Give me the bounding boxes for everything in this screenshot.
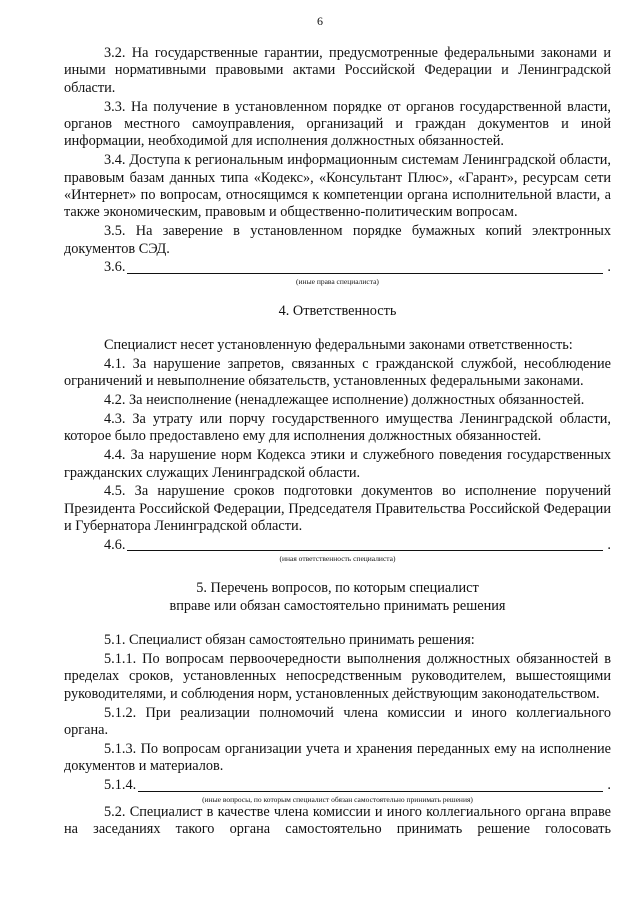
paragraph: 4.4. За нарушение норм Кодекса этики и служебного поведения государственных гражданских служащих Ленинградской области. bbox=[64, 447, 611, 481]
paragraph: 4.3. За утрату или порчу государственного имущества Ленинградской области, которое было предоставлено ему для исполнения должностных обязанностей. bbox=[64, 411, 611, 445]
paragraph: Специалист несет установленную федеральными законами ответственность: bbox=[104, 337, 573, 354]
spacer bbox=[64, 615, 611, 632]
paragraph: 3.2. На государственные гарантии, предусмотренные федеральными законами и иными нормативными правовыми актами Российской Федерации и Ленинградской области. bbox=[64, 45, 611, 96]
line-end-period: . bbox=[607, 259, 611, 276]
fill-in-caption: (иные права специалиста) bbox=[296, 276, 379, 286]
fill-in-caption: (иная ответственность специалиста) bbox=[279, 554, 396, 564]
section-heading: 4. Ответственность bbox=[278, 302, 397, 319]
paragraph: 4.2. За неисполнение (ненадлежащее исполнение) должностных обязанностей. bbox=[104, 392, 585, 409]
section-heading: вправе или обязан самостоятельно принимать решения bbox=[169, 597, 506, 614]
paragraph: 5.1.1. По вопросам первоочередности выполнения должностных обязанностей в пределах сроков, установленных непосредственным руководителем, вышестоящими руководителями, и соблюдения норм, установленных действующим законодательством. bbox=[64, 651, 611, 702]
paragraph: 3.5. На заверение в установленном порядке бумажных копий электронных документов СЭД. bbox=[64, 223, 611, 257]
paragraph: 3.3. На получение в установленном порядке от органов государственной власти, органов местного самоуправления, организаций и граждан документов и иной информации, необходимой для исполнения должностных обязанностей. bbox=[64, 98, 611, 150]
spacer bbox=[64, 320, 611, 337]
item-number: 3.6. bbox=[104, 259, 126, 276]
item-number: 5.1.4. bbox=[104, 777, 137, 794]
paragraph: 4.1. За нарушение запретов, связанных с гражданской службой, несоблюдение ограничений и невыполнение обязательств, установленных федеральными законами. bbox=[64, 356, 611, 390]
paragraph: 5.1. Специалист обязан самостоятельно принимать решения: bbox=[104, 632, 475, 649]
paragraph: 5.1.3. По вопросам организации учета и хранения переданных ему на исполнение документов и материалов. bbox=[64, 740, 611, 775]
fill-in-line bbox=[64, 537, 611, 554]
paragraph: 5.2. Специалист в качестве члена комиссии и иного коллегиального органа вправе на заседаниях такого органа самостоятельно принимать решение голосовать bbox=[64, 803, 611, 837]
spacer bbox=[64, 286, 611, 303]
document-body bbox=[64, 45, 611, 840]
item-number: 4.6. bbox=[104, 537, 126, 554]
section-heading: 5. Перечень вопросов, по которым специалист bbox=[196, 580, 479, 597]
blank-underline bbox=[127, 537, 603, 551]
blank-underline bbox=[138, 778, 603, 792]
fill-in-line bbox=[64, 259, 611, 276]
paragraph: 5.1.2. При реализации полномочий члена комиссии и иного коллегиального органа. bbox=[64, 704, 611, 739]
fill-in-line bbox=[64, 777, 611, 794]
paragraph: 4.5. За нарушение сроков подготовки документов во исполнение поручений Президента Российской Федерации, Председателя Правительства Российской Федерации и Губернатора Ленинградской области. bbox=[64, 483, 611, 535]
page-number: 6 bbox=[317, 14, 323, 28]
line-end-period: . bbox=[607, 777, 611, 794]
paragraph: 3.4. Доступа к региональным информационным системам Ленинградской области, правовым базам данных типа «Кодекс», «Консультант Плюс», «Гарант», ресурсам сети «Интернет» по вопросам, относящимся к компетенции органа исполнительной власти, а также экономическим, правовым и общественно-политическим вопросам. bbox=[64, 152, 611, 221]
blank-underline bbox=[127, 260, 603, 274]
spacer bbox=[64, 563, 611, 580]
line-end-period: . bbox=[607, 537, 611, 554]
fill-in-caption: (иные вопросы, по которым специалист обязан самостоятельно принимать решения) bbox=[202, 794, 473, 804]
